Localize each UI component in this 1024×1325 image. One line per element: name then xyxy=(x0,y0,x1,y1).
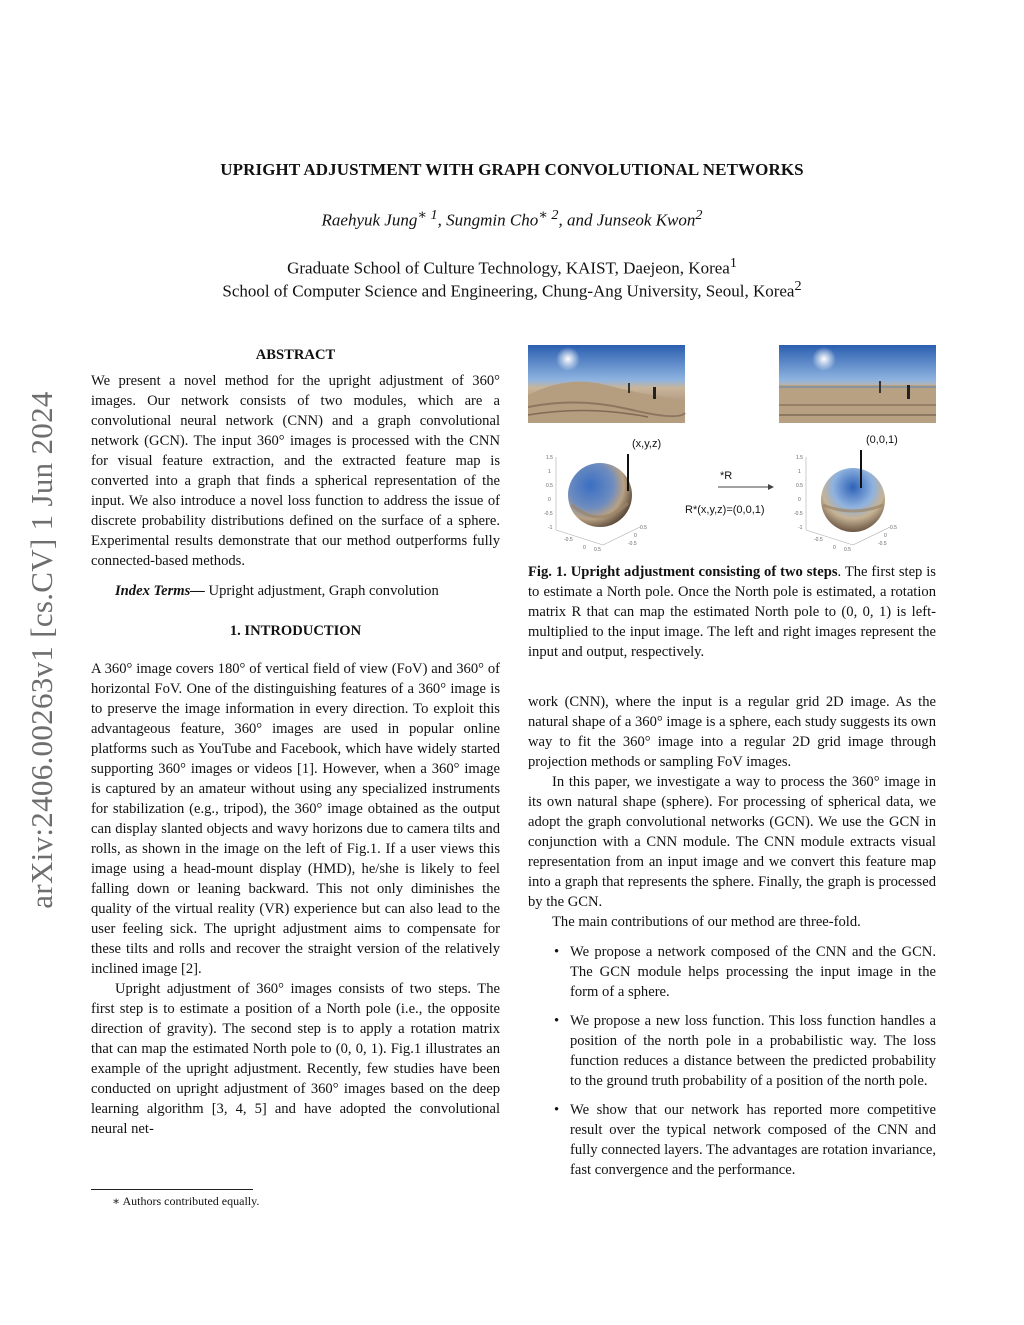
author-line: Raehyuk Jung$^{∗ 1}$, Sungmin Cho$^{∗ 2}$, and Junseok Kwon$^2$ xyxy=(321,207,703,230)
author-3: and Junseok Kwon xyxy=(566,210,696,230)
svg-text:-1: -1 xyxy=(798,525,803,531)
input-sphere-plot xyxy=(544,454,647,553)
svg-text:-0.5: -0.5 xyxy=(628,541,637,547)
svg-text:-0.5: -0.5 xyxy=(564,537,573,543)
rotation-equation: R*(x,y,z)=(0,0,1) xyxy=(685,504,765,516)
svg-text:-0.5: -0.5 xyxy=(794,511,803,517)
left-column xyxy=(91,345,500,1139)
input-panorama xyxy=(528,345,685,423)
svg-text:-0.5: -0.5 xyxy=(878,541,887,547)
output-panorama xyxy=(779,345,936,423)
author-1: Raehyuk Jung xyxy=(321,210,418,230)
index-terms-text: Upright adjustment, Graph convolution xyxy=(208,583,439,599)
contribution-text-1: We propose a network composed of the CNN and the GCN. The GCN module helps processing the input image in the form of a sphere. xyxy=(570,944,936,1000)
author-2: Sungmin Cho xyxy=(446,210,539,230)
abstract-heading: ABSTRACT xyxy=(255,347,336,363)
paper-title: UPRIGHT ADJUSTMENT WITH GRAPH CONVOLUTIONAL NETWORKS xyxy=(220,160,804,179)
svg-text:0: 0 xyxy=(634,533,637,539)
abstract-body: We present a novel method for the upright adjustment of 360° images. Our network consists of two modules, which are a convolutional neural network (CNN) and a graph convolutional network (GCN). The input 360° images is processed with the CNN for visual feature extraction, and the extracted feature map is converted into a graph that finds a spherical representation of the input. We also introduce a novel loss function to address the issue of discrete probability distributions defined on the surface of a sphere. Experimental results demonstrate that our method outperforms fully connected-based methods. xyxy=(91,373,500,569)
figure-1 xyxy=(528,345,936,555)
footnote-rule xyxy=(91,1189,253,1190)
svg-text:0: 0 xyxy=(884,533,887,539)
affiliation-1 xyxy=(0,255,1024,279)
affiliation-2 xyxy=(0,278,1024,302)
svg-text:0.5: 0.5 xyxy=(844,547,851,553)
author-2-sup: ∗ 2 xyxy=(538,207,559,223)
intro-paragraph-5: The main contributions of our method are three-fold. xyxy=(552,914,861,930)
contribution-item-3: • We show that our network has reported more competitive result over the typical network composed of the CNN and fully connected layers. The advantages are rotation invariance, fast convergence and the performance. xyxy=(554,1102,936,1178)
index-terms xyxy=(91,581,500,601)
figure-caption-title: Upright adjustment consisting of two steps xyxy=(570,564,838,580)
contribution-text-2: We propose a new loss function. This loss function handles a position of the north pole in a probabilistic way. The loss function reduces a distance between the predicted probability to the ground truth probability of a position of the north pole. xyxy=(570,1013,936,1089)
figure-caption-body: . The first step is to estimate a North pole. Once the North pole is estimated, a rotation matrix R that can map the estimated North pole to (0, 0, 1) is left-multiplied to the input image. The left and right images represent the input and output, respectively. xyxy=(528,564,936,660)
affiliation-1-text: Graduate School of Culture Technology, KAIST, Daejeon, Korea xyxy=(287,258,730,278)
figure-caption-label: Fig. 1 xyxy=(528,564,564,580)
svg-text:0: 0 xyxy=(583,545,586,551)
intro-paragraph-4: In this paper, we investigate a way to process the 360° image in its own natural shape (sphere). For processing of spherical data, we adopt the graph convolutional networks (GCN). We use the GCN in conjunction with a CNN module. The CNN module extracts visual representation from an input image and we convert this feature map into a graph that represents the sphere. Finally, the graph is processed by the GCN. xyxy=(528,774,936,910)
svg-text:1: 1 xyxy=(548,469,551,475)
contributions-list xyxy=(528,942,936,1180)
footnote: ∗ Authors contributed equally. xyxy=(112,1194,260,1208)
author-1-sup: ∗ 1 xyxy=(417,207,438,223)
svg-text:0: 0 xyxy=(833,545,836,551)
svg-text:0: 0 xyxy=(548,497,551,503)
affiliation-2-sup: 2 xyxy=(794,278,802,294)
pole-label-left: (x,y,z) xyxy=(632,438,662,450)
svg-text:0.5: 0.5 xyxy=(890,525,897,531)
index-terms-label: Index Terms— xyxy=(115,583,205,599)
svg-text:1: 1 xyxy=(798,469,801,475)
svg-text:1.5: 1.5 xyxy=(796,455,803,461)
affiliation-1-sup: 1 xyxy=(729,255,737,271)
svg-text:0.5: 0.5 xyxy=(546,483,553,489)
right-column xyxy=(528,692,936,1189)
pole-label-right: (0,0,1) xyxy=(866,434,898,446)
intro-paragraph-1: A 360° image covers 180° of vertical field of view (FoV) and 360° of horizontal FoV. One of the distinguishing features of a 360° image is to preserve the image information in every direction. To exploit this advantageous feature, 360° images are used in popular online platforms such as YouTube and Facebook, which have widely started supporting 360° images or videos [1]. However, when a 360° image is captured by an amateur without using any specialized instruments for stabilization (e.g., tripod), the 360° image obtained as the output can display slanted objects and wavy horizons due to camera tilts and rolls, as shown in the image on the left of Fig.1. If a user views this image using a head-mount display (HMD), he/she is likely to feel falling down or leaning backward. This not only diminishes the quality of the virtual reality (VR) experience but can also lead to the user feeling sick. The upright adjustment aims to compensate for these tilts and rolls and recover the straight version of the relatively inclined image [2]. xyxy=(91,661,500,977)
contribution-text-3: We show that our network has reported more competitive result over the typical network composed of the CNN and fully connected layers. The advantages are rotation invariance, fast convergence and the performance. xyxy=(570,1102,936,1178)
intro-paragraph-2: Upright adjustment of 360° images consists of two steps. The first step is to estimate a position of a North pole (i.e., the opposite direction of gravity). The second step is to apply a rotation matrix that can map the estimated North pole to (0, 0, 1). Fig.1 illustrates an example of the upright adjustment. Recently, few studies have been conducted on upright adjustment of 360° images based on the deep learning algorithm [3, 4, 5] and have adopted the convolutional neural net- xyxy=(91,981,500,1137)
svg-text:0.5: 0.5 xyxy=(640,525,647,531)
intro-heading: 1. INTRODUCTION xyxy=(229,623,362,639)
svg-text:-0.5: -0.5 xyxy=(544,511,553,517)
svg-text:0: 0 xyxy=(798,497,801,503)
rotation-label: *R xyxy=(720,470,733,482)
author-3-sup: 2 xyxy=(695,207,703,223)
svg-text:-1: -1 xyxy=(548,525,553,531)
svg-text:-0.5: -0.5 xyxy=(814,537,823,543)
affiliation-2-text: School of Computer Science and Engineering, Chung-Ang University, Seoul, Korea xyxy=(222,281,795,301)
output-sphere-plot xyxy=(794,450,897,553)
svg-text:1.5: 1.5 xyxy=(546,455,553,461)
figure-1-caption: Fig. 1. Upright adjustment consisting of two steps. The first step is to estimate a North pole. Once the North pole is estimated, a rotation matrix R that can map the estimated North pole to (0, 0, 1) is left-multiplied to the input image. The left and right images represent the input and output, respectively. xyxy=(528,564,936,660)
contribution-item-1: • We propose a network composed of the CNN and the GCN. The GCN module helps processing the input image in the form of a sphere. xyxy=(554,944,936,1000)
arxiv-id: arXiv:2406.00263v1 [cs.CV] 1 Jun 2024 xyxy=(24,391,59,909)
contribution-item-2: • We propose a new loss function. This loss function handles a position of the north pole in a probabilistic way. The loss function reduces a distance between the predicted probability to the ground truth probability of a position of the north pole. xyxy=(554,1013,936,1089)
figure-1-graphic xyxy=(528,345,936,555)
intro-paragraph-3: work (CNN), where the input is a regular grid 2D image. As the natural shape of a 360° image is a sphere, each study suggests its own way to fit the 360° image into a regular 2D grid image through projection methods or sampling FoV images. xyxy=(528,694,936,770)
svg-text:0.5: 0.5 xyxy=(594,547,601,553)
svg-text:0.5: 0.5 xyxy=(796,483,803,489)
